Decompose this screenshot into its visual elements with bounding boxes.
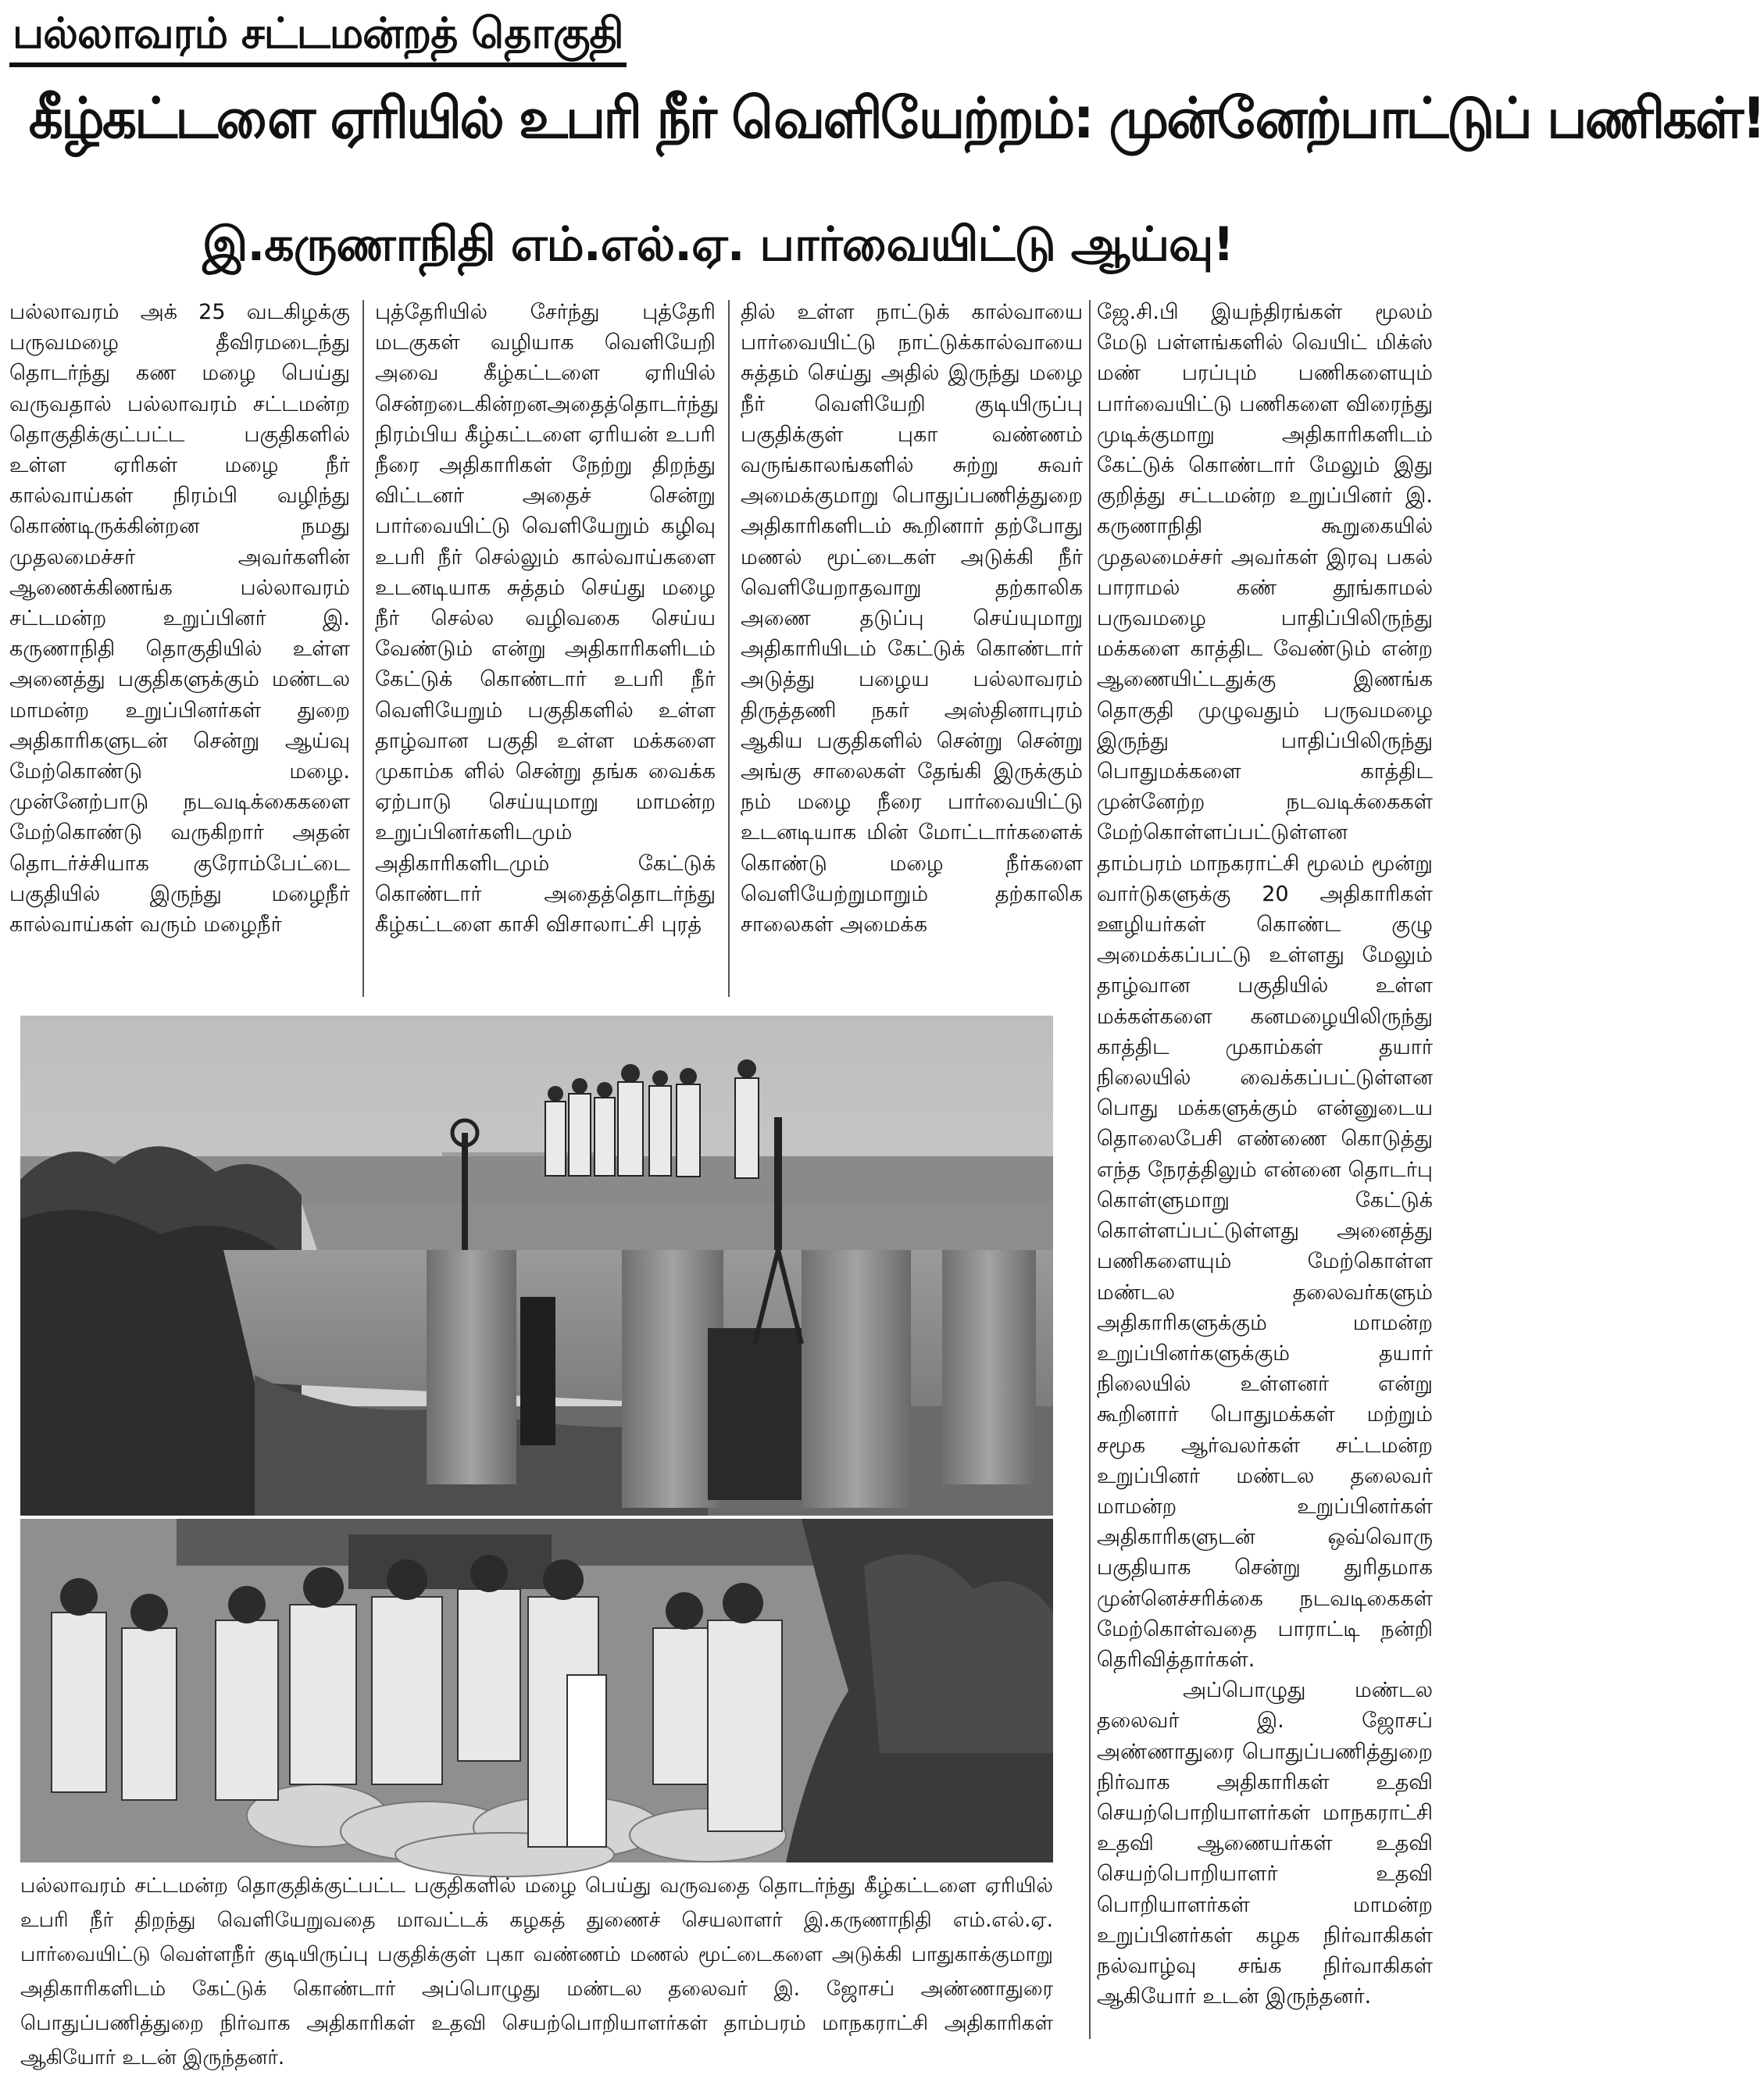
column-divider (728, 300, 730, 997)
page-subheadline: இ.கருணாநிதி எம்.எல்.ஏ. பார்வையிட்டு ஆய்வு! (202, 217, 1234, 272)
article-text: பல்லாவரம் அக் 25 வடகிழக்கு பருவமழை தீவிரமடைந்து தொடர்ந்து கண மழை பெய்து வருவதால் பல்லாவரம் சட்டமன்ற தொகுதிக்குட்பட்ட பகுதிகளில் உள்ள ஏரிகள் மழை நீர் கால்வாய்கள் நிரம்பி வழிந்து கொண்டிருக்கின்றன நமது முதலமைச்சர் அவர்களின் ஆணைக்கிணங்க பல்லாவரம் சட்டமன்ற உறுப்பினர் இ. கருணாநிதி தொகுதியில் உள்ள அனைத்து பகுதிகளுக்கும் மண்டல மாமன்ற உறுப்பினர்கள் துறை அதிகாரிகளுடன் சென்று ஆய்வு மேற்கொண்டு மழை. முன்னேற்பாடு நடவடிக்கைகளை மேற்கொண்டு வருகிறார் அதன் தொடர்ச்சியாக குரோம்பேட்டை பகுதியில் இருந்து மழைநீர் கால்வாய்கள் வரும் மழைநீர் (9, 300, 350, 938)
article-column-4 (1097, 297, 1433, 2042)
column-divider (1089, 300, 1091, 2039)
photo-caption: பல்லாவரம் சட்டமன்ற தொகுதிக்குட்பட்ட பகுதிகளில் மழை பெய்து வருவதை தொடர்ந்து கீழ்கட்டளை ஏரியில் உபரி நீர் திறந்து வெளியேறுவதை மாவட்டக் கழகத் துணைச் செயலாளர் இ.கருணாநிதி எம்.எல்.ஏ. பார்வையிட்டு வெள்ளநீர் குடியிருப்பு பகுதிக்குள் புகா வண்ணம் மணல் மூட்டைகளை அடுக்கி பாதுகாக்குமாறு அதிகாரிகளிடம் கேட்டுக் கொண்டார் அப்பொழுது மண்டல தலைவர் இ. ஜோசப் அண்ணாதுரை பொதுப்பணித்துறை நிர்வாக அதிகாரிகள் உதவி செயற்பொறியாளர்கள் தாம்பரம் மாநகராட்சி அதிகாரிகள் ஆகியோர் உடன் இருந்தனர். (20, 1874, 1053, 2070)
article-text: ஜே.சி.பி இயந்திரங்கள் மூலம் மேடு பள்ளங்களில் வெயிட் மிக்ஸ் மண் பரப்பும் பணிகளையும் பார்வையிட்டு பணிகளை விரைந்து முடிக்குமாறு அதிகாரிகளிடம் கேட்டுக் கொண்டார் மேலும் இது குறித்து சட்டமன்ற உறுப்பினர் இ. கருணாநிதி கூறுகையில் முதலமைச்சர் அவர்கள் இரவு பகல் பாராமல் கண் தூங்காமல் பருவமழை பாதிப்பிலிருந்து மக்களை காத்திட வேண்டும் என்ற ஆணையிட்டதுக்கு இணங்க தொகுதி முழுவதும் பருவமழை இருந்து பாதிப்பிலிருந்து பொதுமக்களை காத்திட முன்னேற்ற நடவடிக்கைகள் மேற்கொள்ளப்பட்டுள்ளன தாம்பரம் மாநகராட்சி மூலம் மூன்று வார்டுகளுக்கு 20 அதிகாரிகள் ஊழியர்கள் கொண்ட குழு அமைக்கப்பட்டு உள்ளது மேலும் தாழ்வான பகுதியில் உள்ள மக்கள்களை கனமழையிலிருந்து காத்திட முகாம்கள் தயார் நிலையில் வைக்கப்பட்டுள்ளன பொது மக்களுக்கும் என்னுடைய தொலைபேசி எண்ணை கொடுத்து எந்த நேரத்திலும் என்னை தொடர்பு கொள்ளுமாறு கேட்டுக் கொள்ளப்பட்டுள்ளது அனைத்து பணிகளையும் மேற்கொள்ள மண்டல தலைவர்களும் அதிகாரிகளுக்கும் மாமன்ற உறுப்பினர்களுக்கும் தயார் நிலையில் உள்ளனர் என்று கூறினார் பொதுமக்கள் மற்றும் சமூக ஆர்வலர்கள் சட்டமன்ற உறுப்பினர் மண்டல தலைவர் மாமன்ற உறுப்பினர்கள் அதிகாரிகளுடன் ஒவ்வொரு பகுதியாக சென்று துரிதமாக முன்னெச்சரிக்கை நடவடிகைகள் மேற்கொள்வதை பாராட்டி நன்றி தெரிவித்தார்கள். (1097, 300, 1433, 1672)
page-headline: கீழ்கட்டளை ஏரியில் உபரி நீர் வெளியேற்றம்: முன்னேற்பாட்டுப் பணிகள்! (28, 85, 1764, 151)
article-text: புத்தேரியில் சேர்ந்து புத்தேரி மடகுகள் வழியாக வெளியேறி அவை கீழ்கட்டளை ஏரியில் சென்றடைகின்றனஅதைத்தொடர்ந்து நிரம்பிய கீழ்கட்டளை ஏரியன் உபரி நீரை அதிகாரிகள் நேற்று திறந்து விட்டனர் அதைச் சென்று பார்வையிட்டு வெளியேறும் கழிவு உபரி நீர் செல்லும் கால்வாய்களை உடனடியாக சுத்தம் செய்து மழை நீர் செல்ல வழிவகை செய்ய வேண்டும் என்று அதிகாரிகளிடம் கேட்டுக் கொண்டார் உபரி நீர் வெளியேறும் பகுதிகளில் உள்ள தாழ்வான பகுதி உள்ள மக்களை முகாம்க ளில் சென்று தங்க வைக்க ஏற்பாடு செய்யுமாறு மாமன்ற உறுப்பினர்களிடமும் அதிகாரிகளிடமும் கேட்டுக் கொண்டார் அதைத்தொடர்ந்து கீழ்கட்டளை காசி விசாலாட்சி புரத் (375, 300, 720, 938)
column-divider (362, 300, 364, 997)
article-text: தில் உள்ள நாட்டுக் கால்வாயை பார்வையிட்டு நாட்டுக்கால்வாயை சுத்தம் செய்து அதில் இருந்து மழை நீர் வெளியேறி குடியிருப்பு பகுதிக்குள் புகா வண்ணம் வருங்காலங்களில் சுற்று சுவர் அமைக்குமாறு பொதுப்பணித்துறை அதிகாரிகளிடம் கூறினார் தற்போது மணல் மூட்டைகள் அடுக்கி நீர் வெளியேறாதவாறு தற்காலிக அணை தடுப்பு செய்யுமாறு அதிகாரியிடம் கேட்டுக் கொண்டார் அடுத்து பழைய பல்லாவரம் திருத்தணி நகர் அஸ்தினாபுரம் ஆகிய பகுதிகளில் சென்று சென்று அங்கு சாலைகள் தேங்கி இருக்கும் நம் மழை நீரை பார்வையிட்டு உடனடியாக மின் மோட்டார்களைக் கொண்டு மழை நீர்களை வெளியேற்றுமாறும் தற்காலிக சாலைகள் அமைக்க (741, 300, 1083, 938)
sandbag-inspection-photo (20, 1519, 1053, 1862)
dam-inspection-photo (20, 1016, 1053, 1516)
article-column-1 (9, 297, 350, 1000)
section-kicker: பல்லாவரம் சட்டமன்றத் தொகுதி (9, 5, 627, 67)
article-column-2 (375, 297, 720, 1000)
article-text: அப்பொழுது மண்டல தலைவர் இ. ஜோசப் அண்ணாதுரை பொதுப்பணித்துறை நிர்வாக அதிகாரிகள் உதவி செயற்பொறியாளர்கள் மாநகராட்சி உதவி ஆணையர்கள் உதவி செயற்பொறியாளர் உதவி பொறியாளர்கள் மாமன்ற உறுப்பினர்கள் கழக நிர்வாகிகள் நல்வாழ்வு சங்க நிர்வாகிகள் ஆகியோர் உடன் இருந்தனர். (1097, 1678, 1433, 2009)
article-column-3 (741, 297, 1083, 1000)
